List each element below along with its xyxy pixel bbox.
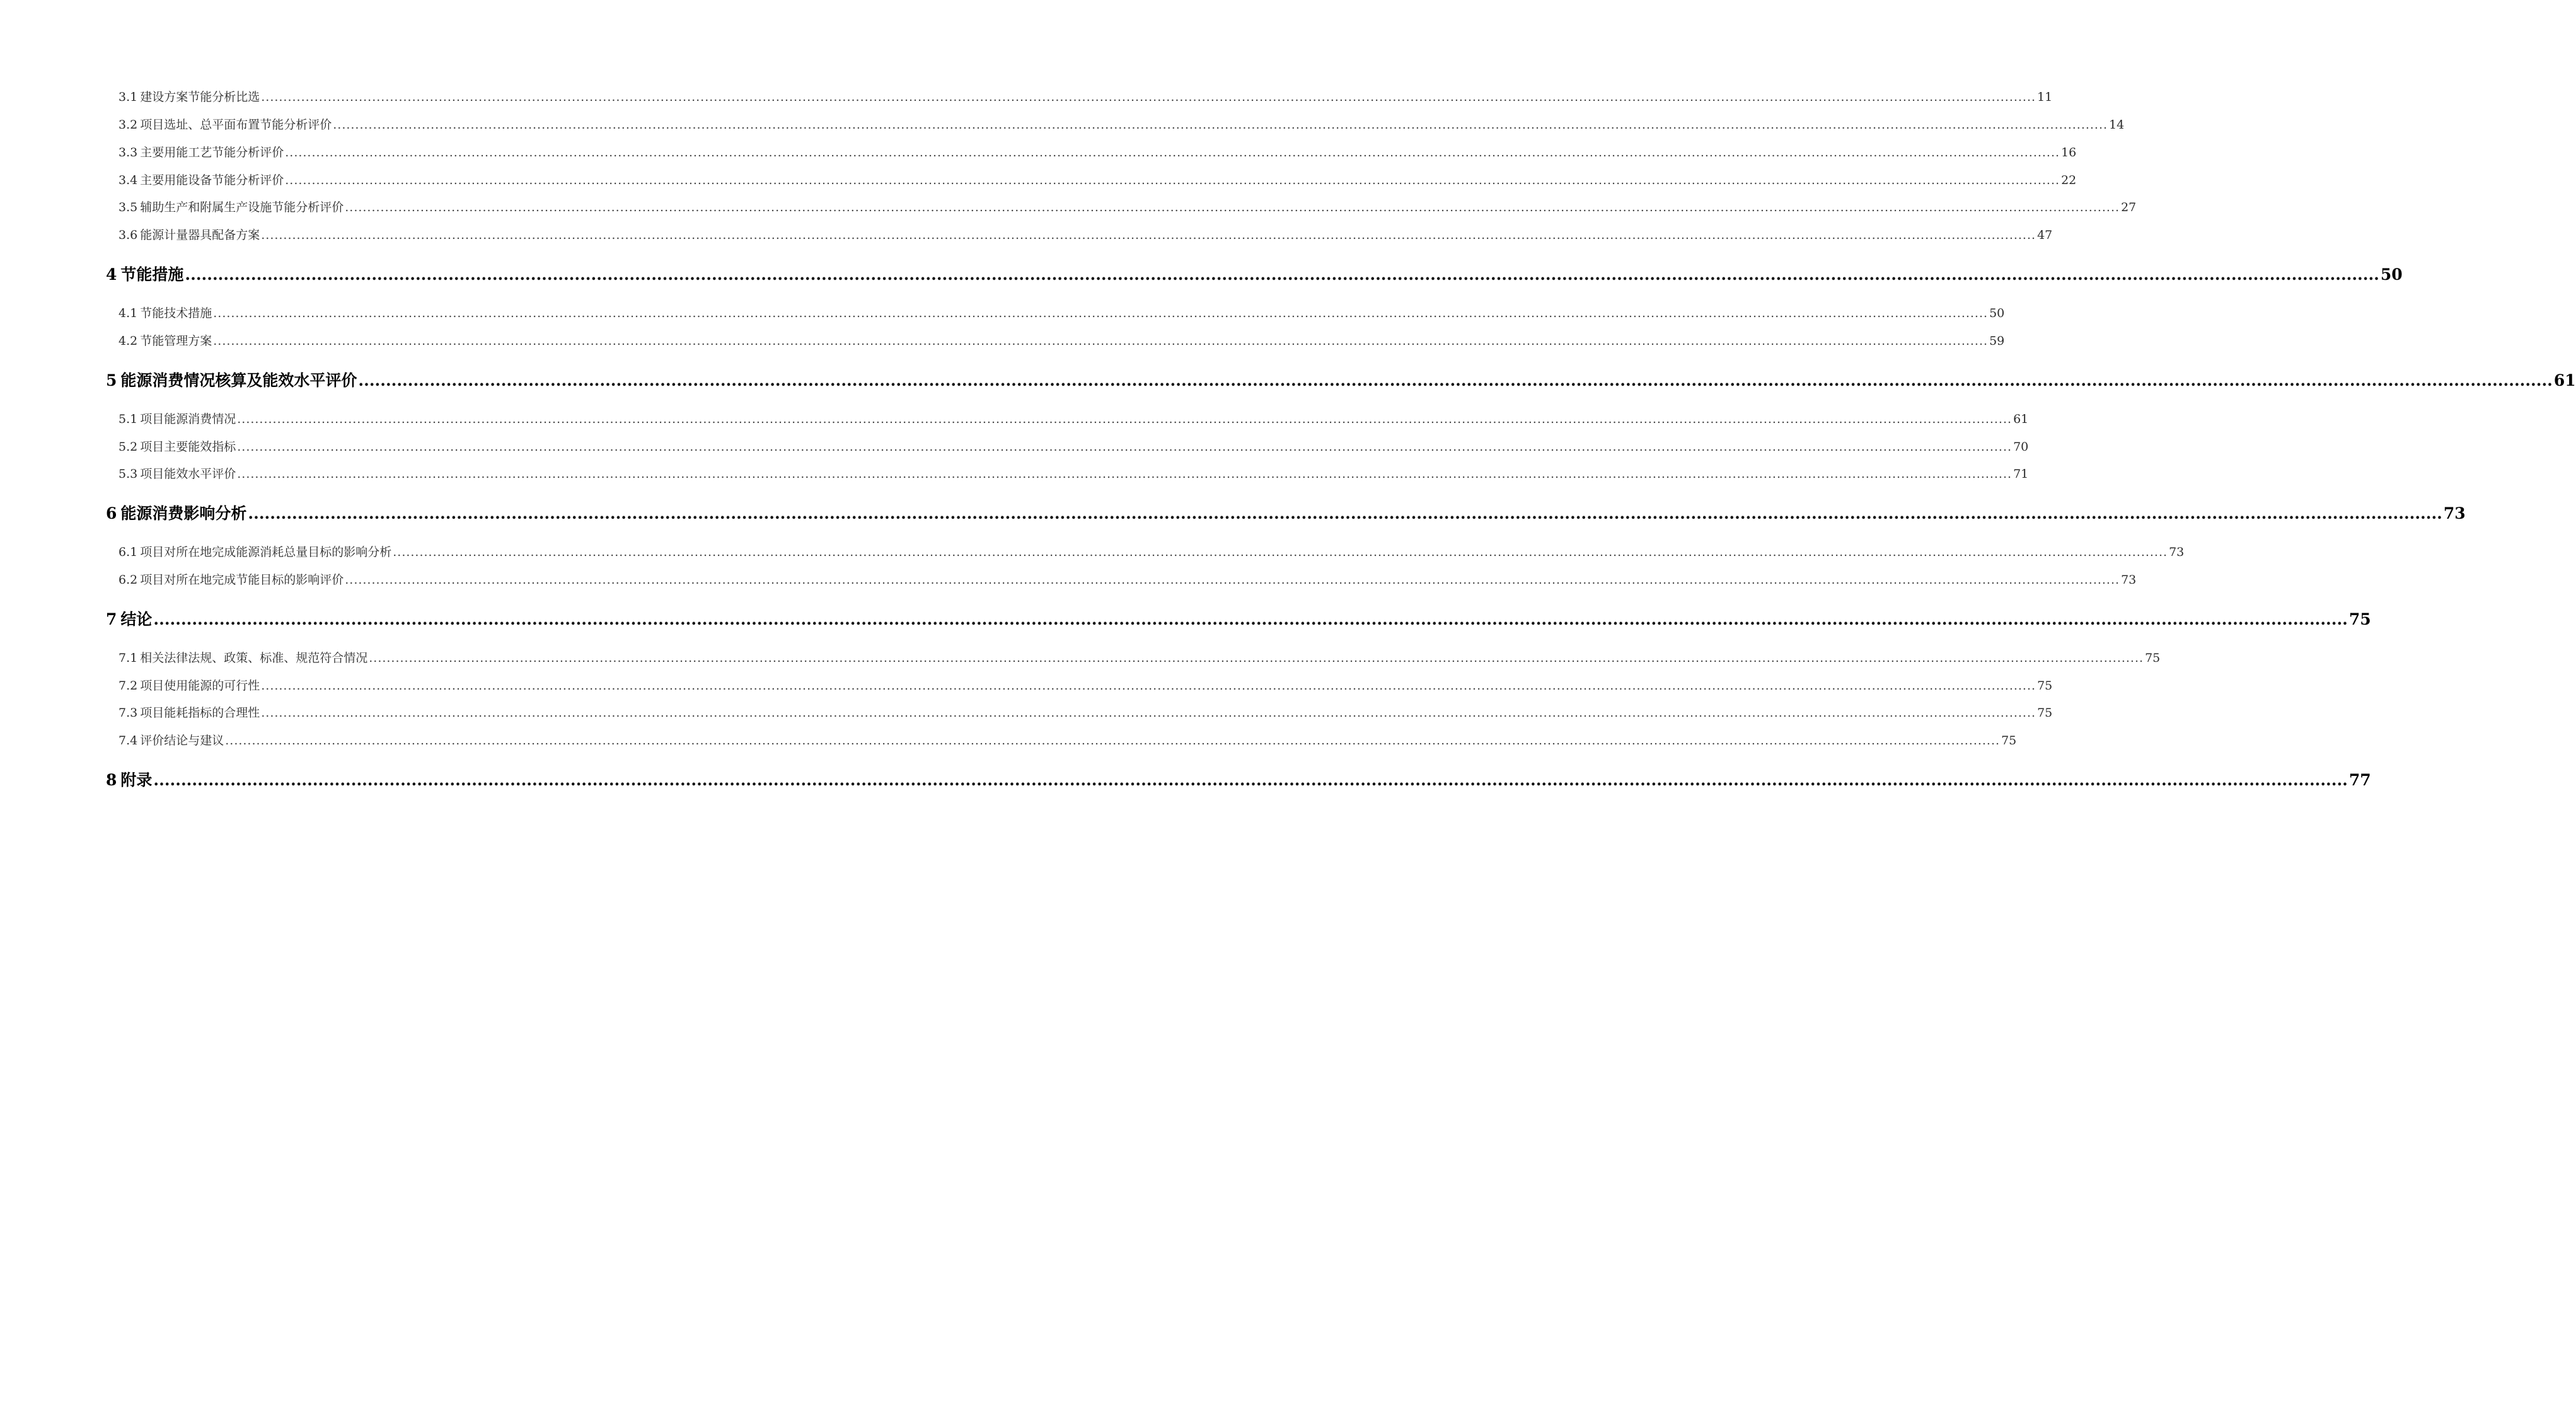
toc-entry-title: 项目使用能源的可行性 bbox=[140, 679, 260, 693]
toc-leader-dots: ................................................................................................................................................................................................................................................................................................................................................................................................................ bbox=[261, 706, 2036, 720]
toc-entry-number: 3.5 bbox=[118, 200, 138, 214]
toc-chapter-6[interactable] bbox=[106, 504, 2466, 523]
toc-leader-dots: ................................................................................................................................................................................................................................................................................................................................................................................................................ bbox=[358, 371, 2553, 390]
toc-entry-title: 项目主要能效指标 bbox=[140, 440, 236, 454]
toc-entry-title: 节能管理方案 bbox=[140, 334, 212, 348]
toc-entry-page: 70 bbox=[2013, 440, 2029, 454]
toc-entry-number: 5.3 bbox=[118, 467, 138, 481]
toc-chapter-title: 结论 bbox=[120, 610, 153, 628]
toc-entry-page: 75 bbox=[2001, 734, 2017, 748]
toc-entry-page: 59 bbox=[1989, 334, 2005, 348]
toc-entry-6-2[interactable] bbox=[118, 573, 2137, 587]
toc-chapter-title: 节能措施 bbox=[120, 265, 184, 284]
toc-chapter-number: 6 bbox=[106, 504, 117, 523]
toc-entry-number: 5.1 bbox=[118, 412, 138, 426]
toc-entry-page: 11 bbox=[2037, 90, 2053, 104]
toc-leader-dots: ................................................................................................................................................................................................................................................................................................................................................................................................................ bbox=[213, 334, 1989, 348]
toc-entry-3-5[interactable] bbox=[118, 200, 2137, 215]
toc-entry-4-1[interactable] bbox=[118, 306, 2005, 321]
toc-entry-number: 4.1 bbox=[118, 306, 138, 320]
toc-leader-dots: ................................................................................................................................................................................................................................................................................................................................................................................................................ bbox=[345, 200, 2120, 214]
toc-entry-title: 项目能源消费情况 bbox=[140, 412, 236, 426]
toc-chapter-page: 61 bbox=[2553, 371, 2576, 390]
toc-entry-page: 50 bbox=[1989, 306, 2005, 320]
toc-leader-dots: ................................................................................................................................................................................................................................................................................................................................................................................................................ bbox=[261, 90, 2036, 104]
toc-chapter-5[interactable] bbox=[106, 371, 2576, 390]
toc-leader-dots: ................................................................................................................................................................................................................................................................................................................................................................................................................ bbox=[213, 306, 1989, 320]
toc-entry-number: 3.6 bbox=[118, 228, 138, 242]
toc-entry-number: 3.2 bbox=[118, 118, 138, 132]
toc-leader-dots: ................................................................................................................................................................................................................................................................................................................................................................................................................ bbox=[225, 734, 2001, 748]
toc-chapter-number: 4 bbox=[106, 265, 117, 284]
toc-leader-dots: ................................................................................................................................................................................................................................................................................................................................................................................................................ bbox=[261, 679, 2036, 693]
toc-chapter-7[interactable] bbox=[106, 610, 2371, 629]
toc-entry-title: 辅助生产和附属生产设施节能分析评价 bbox=[140, 200, 344, 214]
toc-entry-number: 6.1 bbox=[118, 545, 138, 559]
toc-entry-title: 节能技术措施 bbox=[140, 306, 212, 320]
toc-leader-dots: ................................................................................................................................................................................................................................................................................................................................................................................................................ bbox=[185, 265, 2379, 284]
toc-entry-page: 16 bbox=[2061, 146, 2077, 159]
toc-entry-number: 7.4 bbox=[118, 734, 138, 748]
toc-entry-page: 75 bbox=[2037, 706, 2053, 720]
toc-entry-7-2[interactable] bbox=[118, 679, 2053, 693]
toc-entry-number: 4.2 bbox=[118, 334, 138, 348]
toc-entry-title: 相关法律法规、政策、标准、规范符合情况 bbox=[140, 651, 368, 665]
toc-chapter-title: 附录 bbox=[120, 771, 153, 789]
toc-chapter-4[interactable] bbox=[106, 265, 2403, 284]
toc-chapter-page: 73 bbox=[2443, 504, 2466, 523]
toc-leader-dots: ................................................................................................................................................................................................................................................................................................................................................................................................................ bbox=[333, 118, 2108, 132]
toc-entry-page: 47 bbox=[2037, 228, 2053, 242]
toc-entry-page: 61 bbox=[2013, 412, 2029, 426]
toc-entry-5-3[interactable] bbox=[118, 467, 2029, 482]
toc-entry-number: 7.1 bbox=[118, 651, 138, 665]
toc-entry-7-4[interactable] bbox=[118, 734, 2017, 748]
toc-entry-page: 71 bbox=[2013, 467, 2029, 481]
toc-entry-number: 3.4 bbox=[118, 173, 138, 187]
toc-entry-number: 5.2 bbox=[118, 440, 138, 454]
toc-leader-dots: ................................................................................................................................................................................................................................................................................................................................................................................................................ bbox=[285, 146, 2060, 159]
toc-entry-5-2[interactable] bbox=[118, 440, 2029, 454]
toc-entry-page: 75 bbox=[2145, 651, 2161, 665]
toc-entry-page: 27 bbox=[2121, 200, 2137, 214]
toc-leader-dots: ................................................................................................................................................................................................................................................................................................................................................................................................................ bbox=[237, 412, 2013, 426]
toc-entry-3-3[interactable] bbox=[118, 146, 2077, 160]
toc-entry-title: 建设方案节能分析比选 bbox=[140, 90, 260, 104]
toc-entry-title: 主要用能设备节能分析评价 bbox=[140, 173, 284, 187]
toc-leader-dots: ................................................................................................................................................................................................................................................................................................................................................................................................................ bbox=[285, 173, 2060, 187]
toc-entry-page: 22 bbox=[2061, 173, 2077, 187]
toc-entry-title: 项目选址、总平面布置节能分析评价 bbox=[140, 118, 332, 132]
toc-entry-title: 主要用能工艺节能分析评价 bbox=[140, 146, 284, 159]
toc-chapter-number: 8 bbox=[106, 771, 117, 789]
toc-entry-number: 7.3 bbox=[118, 706, 138, 720]
toc-entry-title: 项目能耗指标的合理性 bbox=[140, 706, 260, 720]
toc-entry-5-1[interactable] bbox=[118, 412, 2029, 427]
toc-leader-dots: ................................................................................................................................................................................................................................................................................................................................................................................................................ bbox=[345, 573, 2120, 587]
toc-chapter-8[interactable] bbox=[106, 771, 2371, 790]
toc-entry-page: 14 bbox=[2109, 118, 2125, 132]
toc-leader-dots: ................................................................................................................................................................................................................................................................................................................................................................................................................ bbox=[248, 504, 2442, 523]
toc-entry-page: 73 bbox=[2169, 545, 2185, 559]
toc-leader-dots: ................................................................................................................................................................................................................................................................................................................................................................................................................ bbox=[153, 610, 2348, 628]
toc-leader-dots: ................................................................................................................................................................................................................................................................................................................................................................................................................ bbox=[261, 228, 2036, 242]
toc-chapter-page: 75 bbox=[2348, 610, 2371, 628]
toc-entry-number: 3.1 bbox=[118, 90, 138, 104]
toc-chapter-page: 50 bbox=[2380, 265, 2403, 284]
toc-entry-number: 7.2 bbox=[118, 679, 138, 693]
toc-entry-page: 73 bbox=[2121, 573, 2137, 587]
toc-entry-3-6[interactable] bbox=[118, 228, 2053, 243]
toc-entry-7-3[interactable] bbox=[118, 706, 2053, 720]
toc-entry-number: 3.3 bbox=[118, 146, 138, 159]
toc-entry-page: 75 bbox=[2037, 679, 2053, 693]
toc-entry-7-1[interactable] bbox=[118, 651, 2161, 666]
toc-entry-3-2[interactable] bbox=[118, 118, 2125, 132]
toc-entry-title: 评价结论与建议 bbox=[140, 734, 224, 748]
toc-entry-3-1[interactable] bbox=[118, 90, 2053, 105]
toc-chapter-title: 能源消费影响分析 bbox=[120, 504, 247, 523]
toc-leader-dots: ................................................................................................................................................................................................................................................................................................................................................................................................................ bbox=[393, 545, 2168, 559]
toc-chapter-number: 5 bbox=[106, 371, 117, 390]
toc-leader-dots: ................................................................................................................................................................................................................................................................................................................................................................................................................ bbox=[369, 651, 2144, 665]
toc-entry-title: 项目对所在地完成能源消耗总量目标的影响分析 bbox=[140, 545, 392, 559]
toc-entry-6-1[interactable] bbox=[118, 545, 2185, 560]
toc-leader-dots: ................................................................................................................................................................................................................................................................................................................................................................................................................ bbox=[237, 467, 2013, 481]
toc-chapter-page: 77 bbox=[2348, 771, 2371, 789]
toc-chapter-title: 能源消费情况核算及能效水平评价 bbox=[120, 371, 357, 390]
toc-entry-4-2[interactable] bbox=[118, 334, 2005, 349]
toc-leader-dots: ................................................................................................................................................................................................................................................................................................................................................................................................................ bbox=[153, 771, 2348, 789]
toc-entry-3-4[interactable] bbox=[118, 173, 2077, 188]
toc-leader-dots: ................................................................................................................................................................................................................................................................................................................................................................................................................ bbox=[237, 440, 2013, 454]
toc-entry-title: 能源计量器具配备方案 bbox=[140, 228, 260, 242]
toc-entry-title: 项目能效水平评价 bbox=[140, 467, 236, 481]
toc-chapter-number: 7 bbox=[106, 610, 117, 628]
toc-entry-title: 项目对所在地完成节能目标的影响评价 bbox=[140, 573, 344, 587]
toc-entry-number: 6.2 bbox=[118, 573, 138, 587]
